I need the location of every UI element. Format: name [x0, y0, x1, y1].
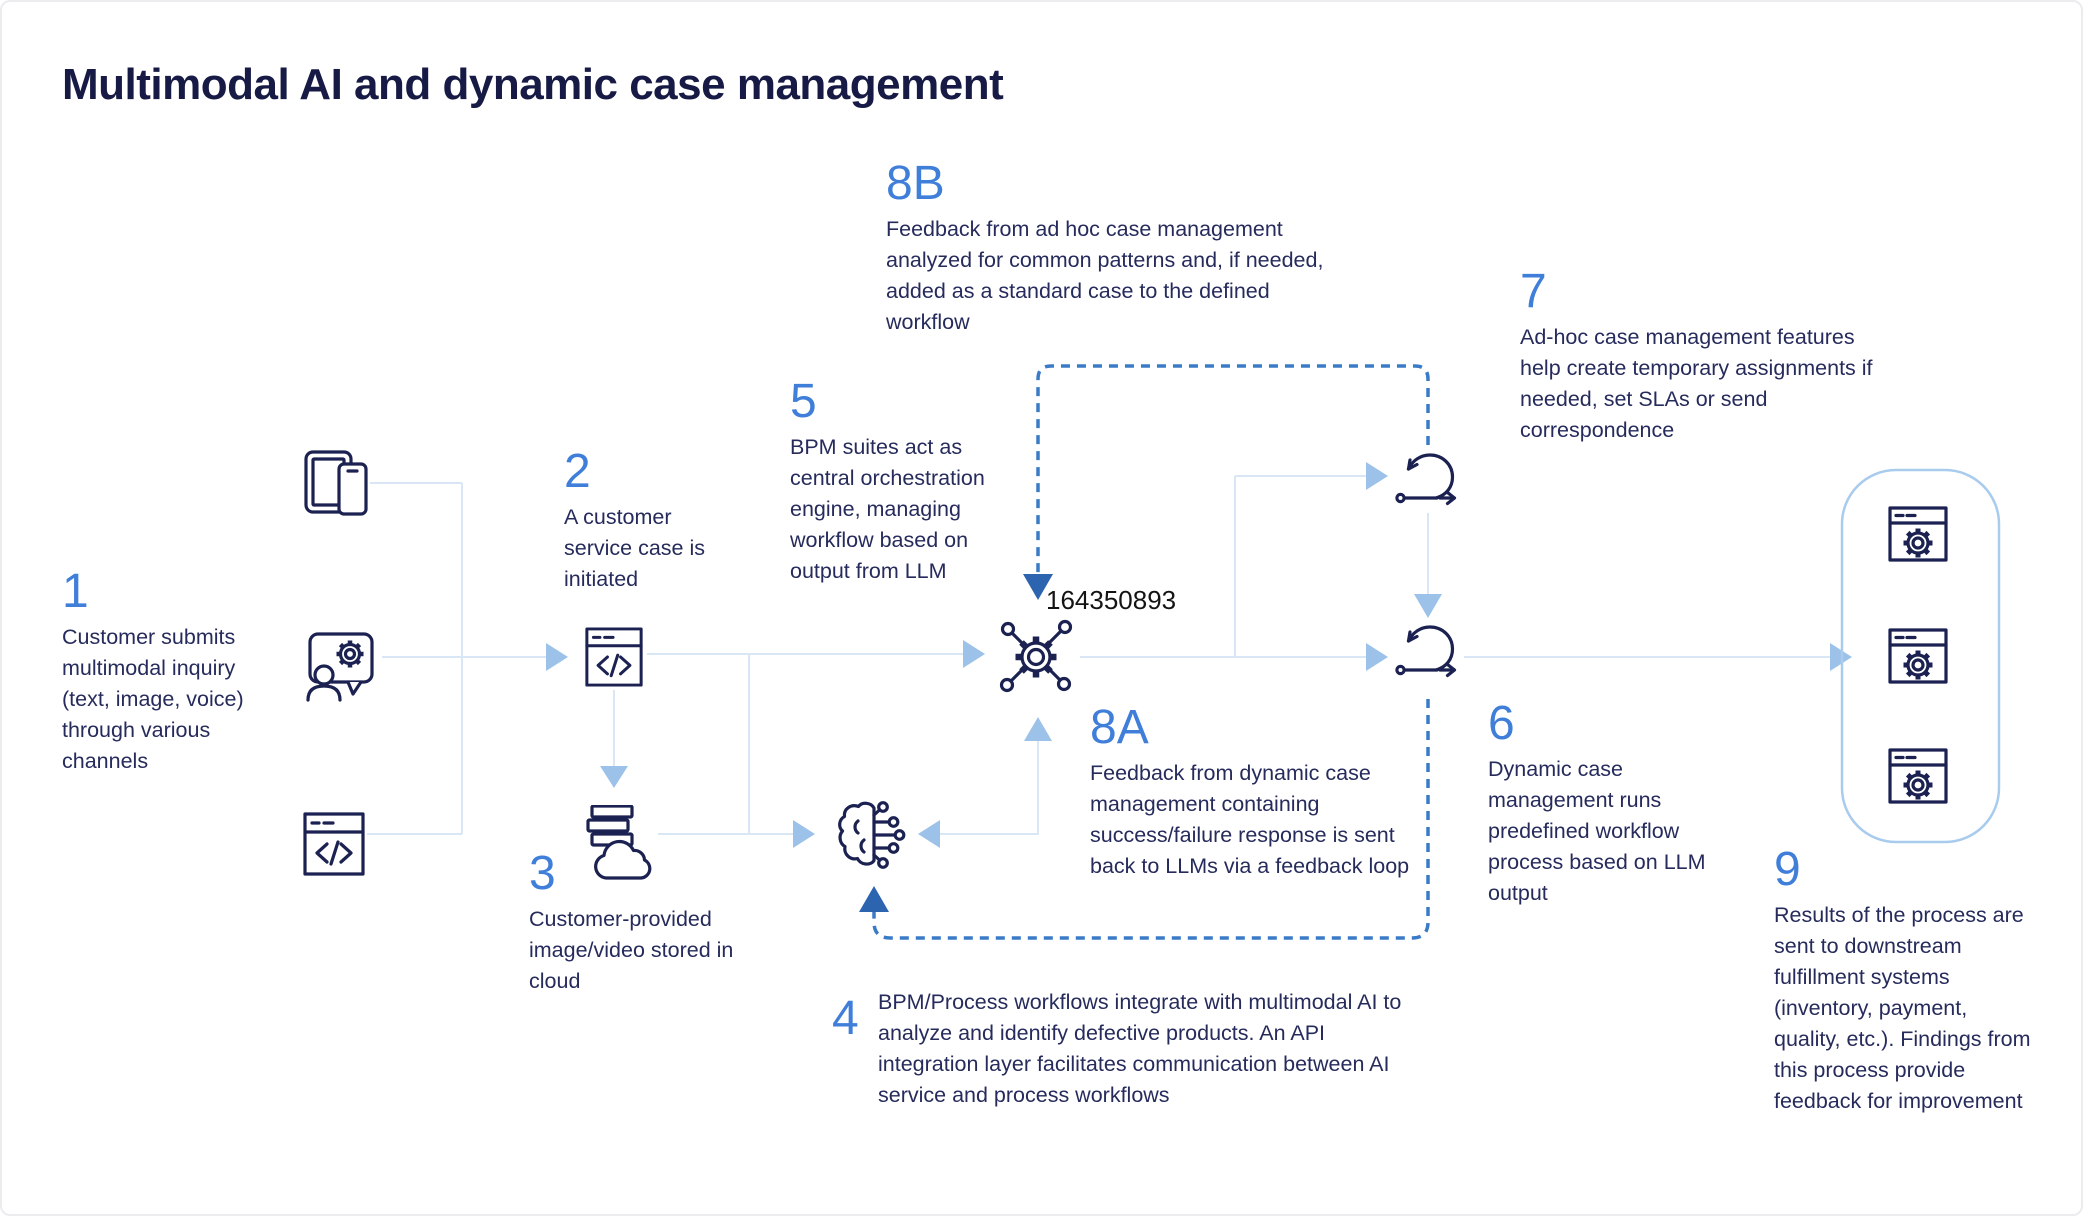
step-5-number: 5 — [790, 375, 817, 428]
step-3-text: Customer-provided image/video stored in cloud — [529, 907, 734, 993]
step-7-text: Ad-hoc case management features help create temporary assignments if needed, set SLAs or send correspondence — [1520, 325, 1873, 442]
step-3-number: 3 — [529, 847, 556, 900]
tablet-phone-icon — [304, 450, 368, 516]
step-8a — [1090, 701, 1415, 882]
step-5-text: BPM suites act as central orchestration engine, managing workflow based on output from LLM — [790, 435, 985, 583]
step-3 — [529, 847, 774, 997]
orchestration-gear-icon — [998, 618, 1076, 696]
step-6-number: 6 — [1488, 697, 1515, 750]
dynamic-loop-icon — [1395, 621, 1461, 683]
page-title: Multimodal AI and dynamic case management — [62, 60, 1004, 109]
step-8b-text: Feedback from ad hoc case management analyzed for common patterns and, if needed, added as a standard case to the defined workflow — [886, 217, 1324, 334]
step-1-number: 1 — [62, 565, 89, 618]
step-9-number: 9 — [1774, 843, 1801, 896]
code-window-icon — [303, 812, 365, 876]
step-6-text: Dynamic case management runs predefined workflow process based on LLM output — [1488, 757, 1706, 905]
ai-brain-icon — [836, 798, 908, 872]
step-9 — [1774, 843, 2039, 1117]
step-8a-number: 8A — [1090, 701, 1149, 754]
chat-gear-person-icon — [302, 632, 380, 704]
step-7 — [1520, 265, 1895, 446]
step-2-text: A customer service case is initiated — [564, 505, 705, 591]
step-8a-text: Feedback from dynamic case management containing success/failure response is sent back to LLMs via a feedback loop — [1090, 761, 1410, 878]
step-4-number: 4 — [832, 992, 859, 1045]
step-1 — [62, 565, 262, 777]
fulfillment-app-icon — [1888, 628, 1948, 686]
step-2 — [564, 445, 744, 595]
step-8b-number: 8B — [886, 157, 945, 210]
step-5 — [790, 375, 1025, 587]
watermark-number: 164350893 — [1046, 585, 1177, 615]
step-4-text: BPM/Process workflows integrate with multimodal AI to analyze and identify defective products. An API integration layer facilitates communication between AI service and process workflows — [878, 990, 1402, 1107]
fulfillment-app-icon — [1888, 506, 1948, 564]
step-9-text: Results of the process are sent to downstream fulfillment systems (inventory, payment, quality, etc.). Findings from this process provide feedback for improvement — [1774, 903, 2031, 1113]
fulfillment-app-icon — [1888, 748, 1948, 806]
step-4 — [832, 987, 1423, 1111]
step-6 — [1488, 697, 1748, 909]
step-8b — [886, 157, 1341, 338]
case-window-icon — [585, 627, 643, 687]
step-7-number: 7 — [1520, 265, 1547, 318]
adhoc-loop-icon — [1395, 449, 1461, 511]
step-2-number: 2 — [564, 445, 591, 498]
step-1-text: Customer submits multimodal inquiry (text, image, voice) through various channels — [62, 625, 244, 773]
